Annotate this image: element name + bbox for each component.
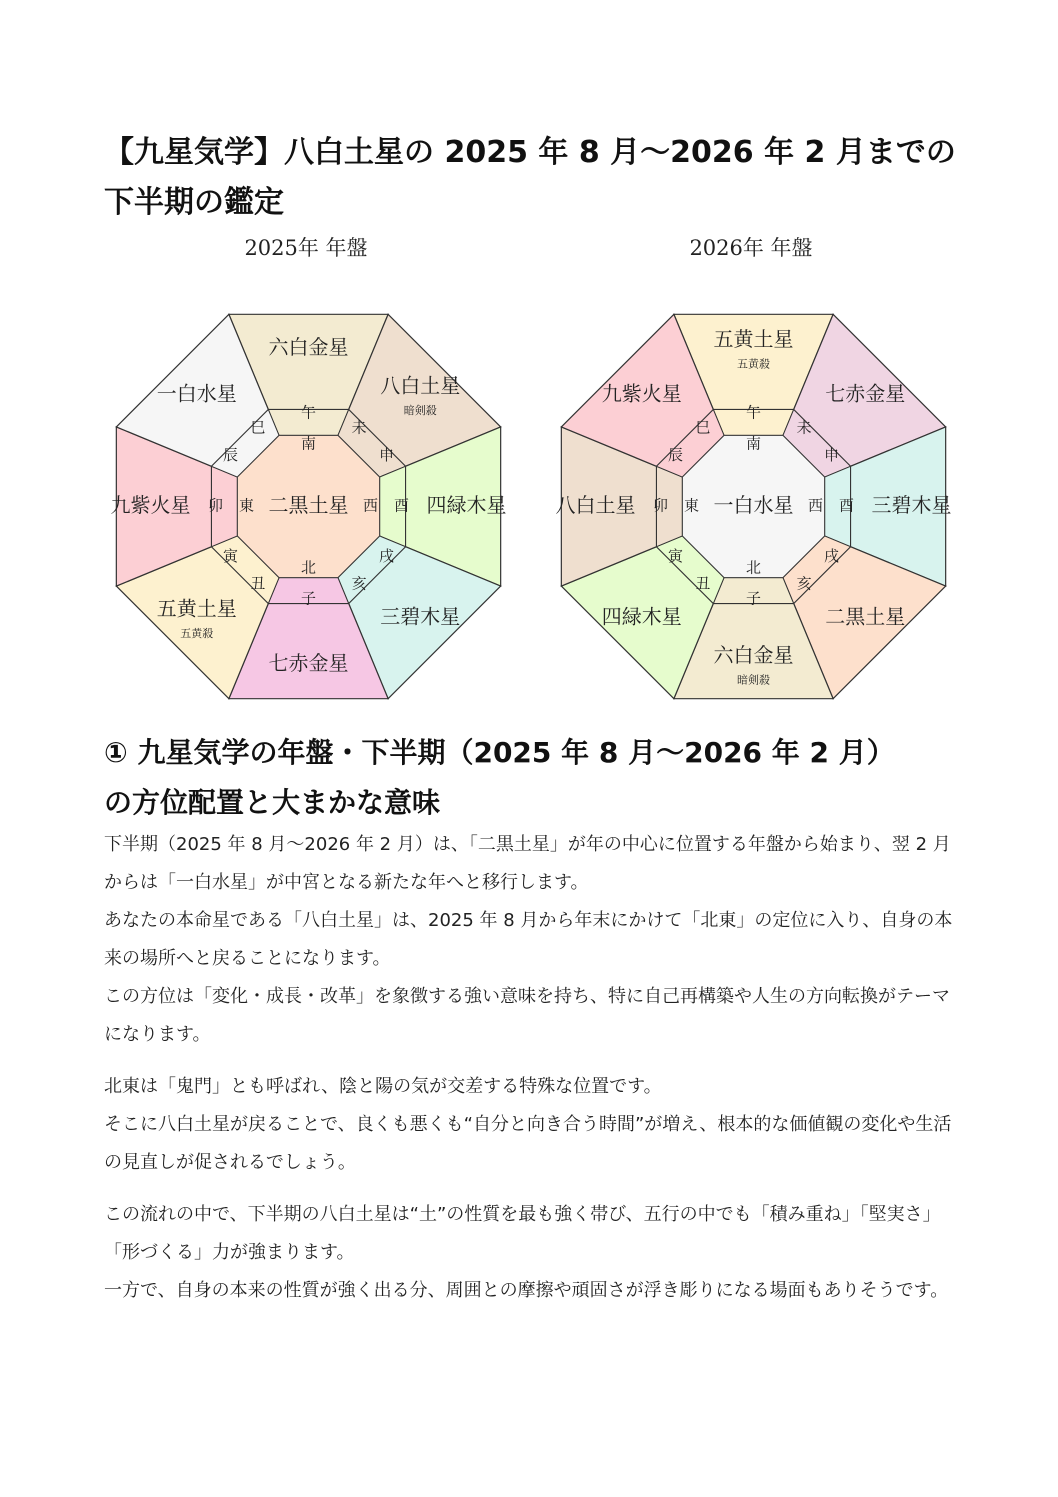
year-chart-2026 [545,298,962,715]
zodiac-se_b: 巳 [695,418,711,437]
paragraph-2: 北東は「鬼門」とも呼ばれ、陰と陽の気が交差する特殊な位置です。 そこに八白土星が戻ることで、良くも悪くも“自分と向き合う時間”が増え、根本的な価値観の変化や生活の見直しが促されるでしょう。 [104,1076,952,1173]
title-line-2: 下半期の鑑定 [104,185,284,220]
star-label-s: 五黄土星 [713,327,794,351]
zodiac-ne_b: 寅 [667,547,684,566]
star-label-n: 七赤金星 [268,651,349,675]
star-label-e: 九紫火星 [110,493,191,517]
direction-n: 北 [300,558,317,577]
zodiac-w: 酉 [393,496,410,515]
section-heading [104,728,964,828]
section-heading-line-2: の方位配置と大まかな意味 [104,786,441,819]
direction-w: 西 [807,496,824,515]
zodiac-nw_a: 戌 [378,547,395,566]
star-label-se: 九紫火星 [601,381,682,406]
direction-w: 西 [362,496,379,515]
direction-e: 東 [683,496,700,515]
star-sublabel-s: 五黄殺 [737,357,770,371]
chart-label-2025: 2025年 年盤 [244,236,368,260]
zodiac-ne_a: 丑 [695,574,711,593]
zodiac-s: 午 [300,403,317,422]
star-label-nw: 三碧木星 [380,604,461,629]
star-label-se: 一白水星 [156,381,237,406]
star-label-ne: 五黄土星 [156,596,237,621]
direction-n: 北 [745,558,762,577]
direction-s: 南 [745,434,762,453]
zodiac-e: 卯 [207,496,224,515]
direction-e: 東 [238,496,255,515]
star-label-n: 六白金星 [713,643,794,667]
zodiac-sw_b: 申 [378,445,395,464]
star-label-e: 八白土星 [555,493,636,517]
title-line-1: 【九星気学】八白土星の 2025 年 8 月～2026 年 2 月までの [104,135,956,170]
star-label-sw: 八白土星 [380,373,461,398]
zodiac-sw_a: 未 [796,418,812,437]
star-label-w: 三碧木星 [871,493,952,517]
section-body [104,826,954,1324]
zodiac-nw_b: 亥 [351,574,367,593]
center-star-label: 一白水星 [713,493,794,517]
zodiac-se_b: 巳 [250,418,266,437]
zodiac-ne_a: 丑 [250,574,266,593]
direction-s: 南 [300,434,317,453]
center-star-label: 二黒土星 [268,493,349,517]
chart-label-2026: 2026年 年盤 [689,236,813,260]
paragraph-1: 下半期（2025 年 8 月～2026 年 2 月）は、「二黒土星」が年の中心に位置する年盤から始まり、翌 2 月からは「一白水星」が中宮となる新たな年へと移行します。 あなたの本命星である「八白土星」は、2025 年 8 月から年末にかけて「北東」の定位に入り、自身の本来の場所へと戻ることになります。 この方位は「変化・成長・改革」を象徴する強い意味を持ち、特に自己再構築や人生の方向転換がテーマになります。 [104,834,953,1045]
zodiac-sw_a: 未 [351,418,367,437]
zodiac-e: 卯 [652,496,669,515]
section-heading-line-1: ① 九星気学の年盤・下半期（2025 年 8 月～2026 年 2 月） [104,736,895,769]
zodiac-se_a: 辰 [667,445,684,464]
star-label-s: 六白金星 [268,335,349,359]
zodiac-sw_b: 申 [823,445,840,464]
star-label-w: 四緑木星 [426,493,507,517]
star-label-sw: 七赤金星 [825,381,906,406]
paragraph-3: この流れの中で、下半期の八白土星は“土”の性質を最も強く帯び、五行の中でも「積み重ね」「堅実さ」「形づくる」力が強まります。 一方で、自身の本来の性質が強く出る分、周囲との摩擦や頑固さが浮き彫りになる場面もありそうです。 [104,1204,949,1301]
star-sublabel-ne: 五黄殺 [180,627,214,641]
zodiac-n: 子 [745,589,762,608]
zodiac-se_a: 辰 [222,445,239,464]
zodiac-s: 午 [745,403,762,422]
year-chart-2025 [100,298,517,715]
star-sublabel-sw: 暗剣殺 [403,403,437,417]
page-title [104,128,964,228]
zodiac-w: 酉 [838,496,855,515]
star-sublabel-n: 暗剣殺 [737,673,770,687]
zodiac-ne_b: 寅 [222,547,239,566]
zodiac-n: 子 [300,589,317,608]
star-label-nw: 二黒土星 [825,604,906,629]
zodiac-nw_b: 亥 [796,574,812,593]
star-label-ne: 四緑木星 [601,604,682,629]
zodiac-nw_a: 戌 [823,547,840,566]
